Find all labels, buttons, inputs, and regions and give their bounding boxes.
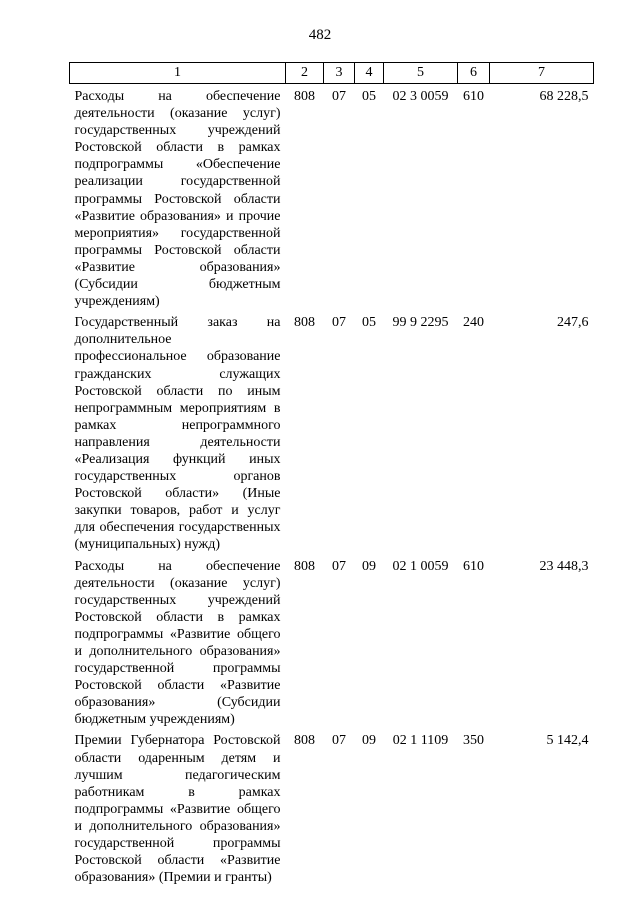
table-row bbox=[70, 84, 594, 311]
header-col-7: 7 bbox=[490, 63, 594, 84]
subsection-code: 09 bbox=[362, 558, 376, 574]
expense-type-code: 610 bbox=[463, 89, 484, 104]
expense-type-code: 350 bbox=[463, 733, 484, 749]
budget-table bbox=[69, 62, 594, 902]
target-article-code: 02 3 0059 bbox=[392, 89, 449, 104]
header-col-6: 6 bbox=[458, 63, 490, 84]
target-article-code: 99 9 2295 bbox=[392, 315, 449, 331]
header-col-5: 5 bbox=[384, 63, 458, 84]
section-code: 07 bbox=[332, 733, 346, 749]
subsection-code: 05 bbox=[362, 315, 376, 331]
ministry-code: 808 bbox=[294, 89, 315, 104]
section-code: 07 bbox=[332, 89, 346, 104]
section-code: 07 bbox=[332, 315, 346, 331]
header-col-2: 2 bbox=[286, 63, 324, 84]
ministry-code: 808 bbox=[294, 315, 315, 331]
amount: 23 448,3 bbox=[539, 558, 589, 574]
amount: 5 142,4 bbox=[546, 733, 589, 749]
header-col-1: 1 bbox=[70, 63, 286, 84]
target-article-code: 02 1 1109 bbox=[392, 733, 449, 749]
section-code: 07 bbox=[332, 558, 346, 574]
header-col-4: 4 bbox=[355, 63, 384, 84]
ministry-code: 808 bbox=[294, 558, 315, 574]
expense-type-code: 240 bbox=[463, 315, 484, 331]
subsection-code: 09 bbox=[362, 733, 376, 749]
expense-type-code: 610 bbox=[463, 558, 484, 574]
expense-description: Премии Губернатора Ростовской области одаренным детям и лучшим педагогическим работникам в рамках подпрограммы «Развитие общего и дополнительного образования» государственной программы Ростовской области «Развитие образования» (Премии и гранты) bbox=[74, 733, 281, 886]
expense-description: Расходы на обеспечение деятельности (оказание услуг) государственных учреждений Ростовской области в рамках подпрограммы «Развитие общего и дополнительного образования» государственной программы Ростовской области «Развитие образования» (Субсидии бюджетным учреждениям) bbox=[74, 558, 281, 728]
table-header-row bbox=[70, 63, 594, 84]
expense-description: Расходы на обеспечение деятельности (оказание услуг) государственных учреждений Ростовской области в рамках подпрограммы «Обеспечение реализации государственной программы Ростовской области «Развитие образования» и прочие мероприятия» государственной программы Ростовской области «Развитие образования» (Субсидии бюджетным учреждениям) bbox=[74, 89, 281, 310]
table-row bbox=[70, 728, 594, 902]
expense-description: Государственный заказ на дополнительное профессиональное образование гражданских служащих Ростовской области по иным непрограммным мероприятиям в рамках непрограммного направления деятельности «Реализация функций иных государственных органов Ростовской области» (Иные закупки товаров, работ и услуг для обеспечения государственных (муниципальных) нужд) bbox=[74, 315, 281, 553]
header-col-3: 3 bbox=[324, 63, 355, 84]
table-row bbox=[70, 310, 594, 553]
table-row bbox=[70, 554, 594, 729]
target-article-code: 02 1 0059 bbox=[392, 558, 449, 574]
amount: 247,6 bbox=[557, 315, 589, 331]
subsection-code: 05 bbox=[362, 89, 376, 104]
ministry-code: 808 bbox=[294, 733, 315, 749]
amount: 68 228,5 bbox=[539, 89, 589, 104]
page-number: 482 bbox=[308, 27, 332, 43]
